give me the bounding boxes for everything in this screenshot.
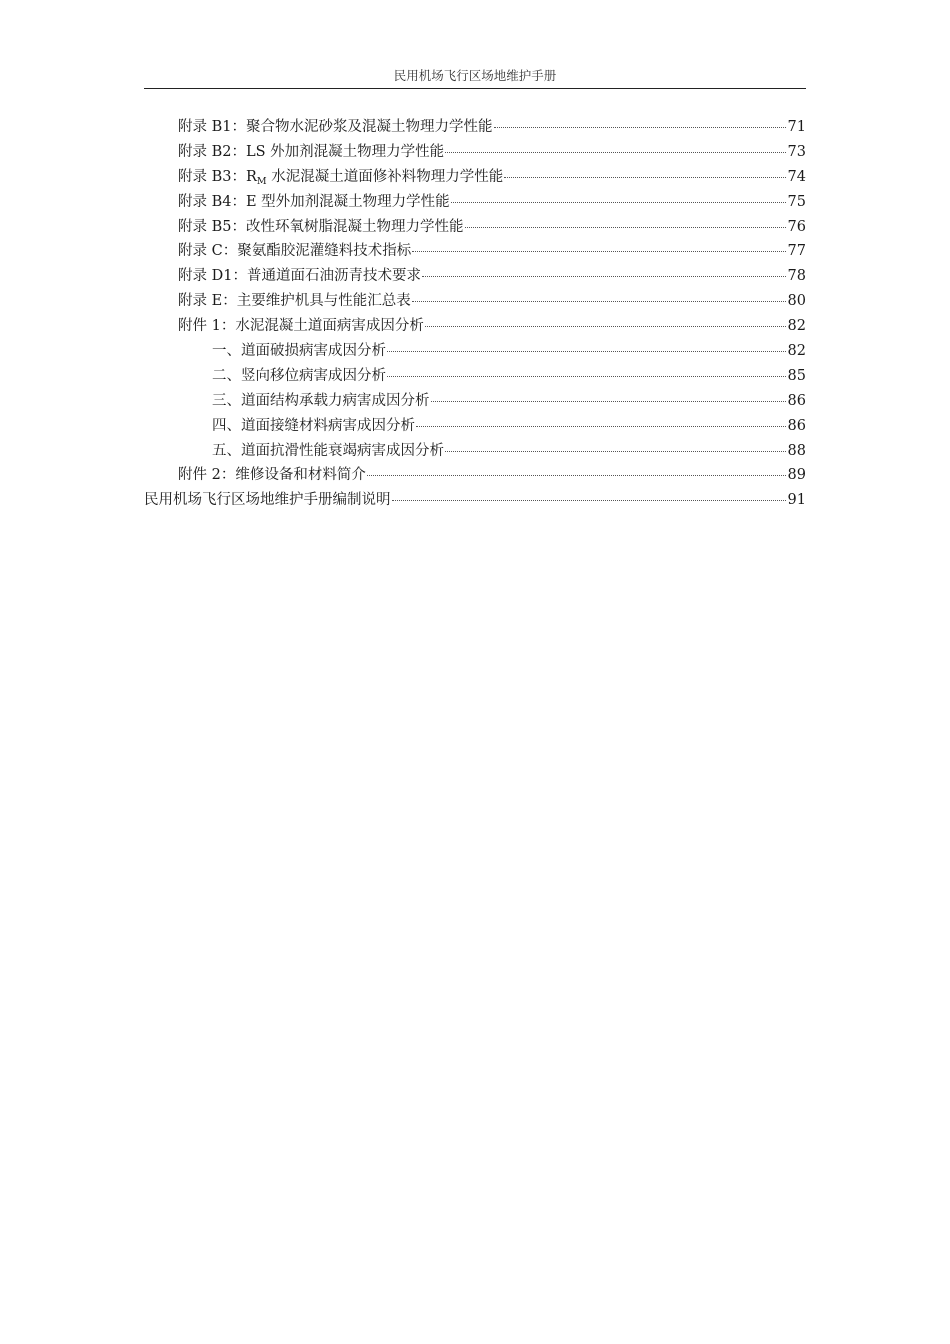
dot-leader — [392, 500, 786, 501]
toc-entry-appendix-c[interactable] — [144, 239, 806, 264]
dot-leader — [412, 301, 786, 302]
toc-entry-title: 三、道面结构承载力病害成因分析 — [212, 392, 430, 409]
toc-page-number: 86 — [787, 417, 806, 434]
toc-entry-title: 附录 B4：E 型外加剂混凝土物理力学性能 — [178, 193, 450, 210]
toc-entry-title: 附录 B1：聚合物水泥砂浆及混凝土物理力学性能 — [178, 119, 493, 135]
toc-page-number: 88 — [787, 442, 806, 459]
toc-entry-title: 一、道面破损病害成因分析 — [212, 343, 386, 360]
toc-entry-title: 附件 2：维修设备和材料简介 — [178, 467, 366, 484]
toc-entry-appendix-b5[interactable] — [144, 215, 806, 240]
toc-entry-section-1[interactable] — [144, 339, 806, 364]
page-header — [144, 66, 806, 89]
dot-leader — [387, 351, 786, 352]
toc-entry-title-prefix: 附录 B3：R — [178, 168, 257, 185]
toc-entry-section-5[interactable] — [144, 439, 806, 464]
dot-leader — [431, 401, 786, 402]
dot-leader — [465, 227, 786, 228]
toc-entry-appendix-e[interactable] — [144, 289, 806, 314]
toc-page-number: 91 — [787, 492, 806, 509]
toc-entry-appendix-d1[interactable] — [144, 264, 806, 289]
toc-page-number: 82 — [787, 343, 806, 360]
toc-entry-title-suffix: 水泥混凝土道面修补料物理力学性能 — [266, 168, 504, 185]
toc-entry-title: 附录 D1：普通道面石油沥青技术要求 — [178, 268, 421, 285]
toc-entry-title: 二、竖向移位病害成因分析 — [212, 367, 386, 384]
toc-page-number: 82 — [787, 318, 806, 335]
dot-leader — [445, 451, 786, 452]
toc-entry-section-4[interactable] — [144, 414, 806, 439]
toc-page-number: 75 — [787, 193, 806, 210]
toc-page-number: 77 — [787, 243, 806, 260]
dot-leader — [425, 326, 786, 327]
toc-entry-title: 附录 C：聚氨酯胶泥灌缝料技术指标 — [178, 243, 412, 260]
toc-page-number: 76 — [787, 218, 806, 235]
toc-page-number: 71 — [787, 119, 806, 135]
table-of-contents — [144, 115, 806, 513]
toc-entry-title: 五、道面抗滑性能衰竭病害成因分析 — [212, 442, 444, 459]
toc-entry-compilation-notes[interactable] — [144, 488, 806, 513]
toc-entry-title: 民用机场飞行区场地维护手册编制说明 — [144, 492, 391, 509]
dot-leader — [367, 475, 786, 476]
toc-entry-title: 附录 E：主要维护机具与性能汇总表 — [178, 293, 411, 310]
toc-entry-appendix-b1[interactable] — [144, 115, 806, 140]
toc-entry-title: 附录 B2：LS 外加剂混凝土物理力学性能 — [178, 143, 445, 160]
toc-page-number: 78 — [787, 268, 806, 285]
dot-leader — [494, 127, 786, 128]
toc-entry-title: 附录 B5：改性环氧树脂混凝土物理力学性能 — [178, 218, 464, 235]
toc-entry-appendix-b2[interactable] — [144, 140, 806, 165]
toc-page-number: 80 — [787, 293, 806, 310]
toc-page-number: 74 — [787, 168, 806, 185]
toc-page-number: 89 — [787, 467, 806, 484]
dot-leader — [416, 426, 786, 427]
header-title: 民用机场飞行区场地维护手册 — [393, 68, 557, 83]
dot-leader — [451, 202, 786, 203]
toc-page-number: 85 — [787, 367, 806, 384]
toc-entry-attachment-2[interactable] — [144, 463, 806, 488]
toc-page-number: 73 — [787, 143, 806, 160]
toc-entry-title: 四、道面接缝材料病害成因分析 — [212, 417, 415, 434]
toc-entry-attachment-1[interactable] — [144, 314, 806, 339]
dot-leader — [504, 177, 785, 178]
dot-leader — [412, 251, 785, 252]
toc-page-number: 86 — [787, 392, 806, 409]
toc-entry-appendix-b3[interactable] — [144, 165, 806, 190]
dot-leader — [387, 376, 786, 377]
toc-entry-section-2[interactable] — [144, 364, 806, 389]
toc-entry-title: 附件 1：水泥混凝土道面病害成因分析 — [178, 318, 424, 335]
dot-leader — [445, 152, 785, 153]
toc-entry-title-subscript: M — [256, 175, 267, 187]
toc-entry-section-3[interactable] — [144, 389, 806, 414]
dot-leader — [422, 276, 786, 277]
